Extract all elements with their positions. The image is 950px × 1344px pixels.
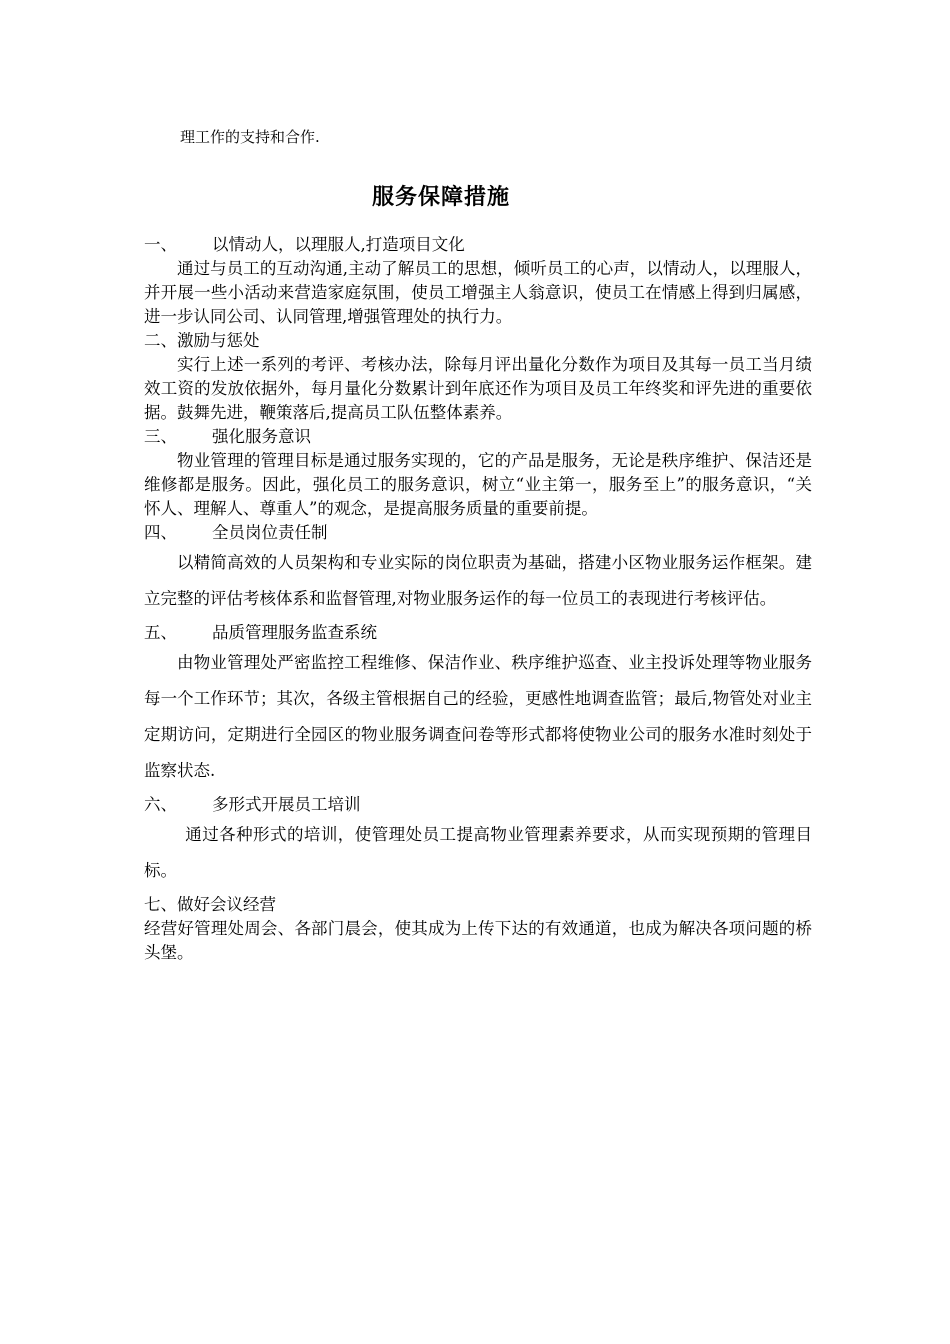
section-number: 六、 (144, 795, 177, 814)
section-heading-5 (144, 621, 812, 645)
section-number: 三、 (144, 427, 177, 446)
section-body-6: 通过各种形式的培训，使管理处员工提高物业管理素养要求，从而实现预期的管理目标。 (144, 825, 812, 880)
section-heading-3 (144, 425, 812, 449)
section-number: 四、 (144, 523, 177, 542)
section-heading-1 (144, 233, 812, 257)
section-title: 多形式开展员工培训 (212, 795, 361, 814)
section-number: 二、 (144, 331, 177, 350)
section-title: 激励与惩处 (177, 331, 260, 350)
section-body-2: 实行上述一系列的考评、考核办法，除每月评出量化分数作为项目及其每一员工当月绩效工资的发放依据外，每月量化分数累计到年底还作为项目及员工年终奖和评先进的重要依据。鼓舞先进，鞭策落后,提高员工队伍整体素养。 (144, 355, 812, 422)
section-number: 七、 (144, 895, 177, 914)
section-heading-2 (144, 329, 812, 353)
section-heading-7 (144, 893, 812, 917)
section-body-1: 通过与员工的互动沟通,主动了解员工的思想，倾听员工的心声，以情动人，以理服人，并开展一些小活动来营造家庭氛围，使员工增强主人翁意识，使员工在情感上得到归属感，进一步认同公司、认同管理,增强管理处的执行力。 (144, 259, 812, 326)
section-body-4: 以精简高效的人员架构和专业实际的岗位职责为基础，搭建小区物业服务运作框架。建立完整的评估考核体系和监督管理,对物业服务运作的每一位员工的表现进行考核评估。 (144, 553, 812, 608)
carryover-line: 理工作的支持和合作. (180, 128, 320, 146)
section-heading-6 (144, 793, 812, 817)
section-body-5: 由物业管理处严密监控工程维修、保洁作业、秩序维护巡查、业主投诉处理等物业服务每一个工作环节；其次，各级主管根据自己的经验，更感性地调查监管；最后,物管处对业主定期访问，定期进行全园区的物业服务调查问卷等形式都将使物业公司的服务水准时刻处于监察状态. (144, 653, 812, 780)
section-title: 以情动人，以理服人,打造项目文化 (212, 235, 465, 254)
section-title: 做好会议经营 (177, 895, 276, 914)
document-body (144, 233, 812, 965)
section-title: 强化服务意识 (212, 427, 311, 446)
section-title: 品质管理服务监查系统 (212, 623, 377, 642)
section-heading-4 (144, 521, 812, 545)
page-title: 服务保障措施 (371, 185, 510, 210)
section-body-7: 经营好管理处周会、各部门晨会，使其成为上传下达的有效通道，也成为解决各项问题的桥头堡。 (144, 919, 812, 962)
section-title: 全员岗位责任制 (212, 523, 328, 542)
section-number: 一、 (144, 235, 177, 254)
section-body-3: 物业管理的管理目标是通过服务实现的，它的产品是服务，无论是秩序维护、保洁还是维修都是服务。因此，强化员工的服务意识，树立“业主第一，服务至上”的服务意识，“关怀人、理解人、尊重人”的观念，是提高服务质量的重要前提。 (144, 451, 812, 518)
section-number: 五、 (144, 623, 177, 642)
